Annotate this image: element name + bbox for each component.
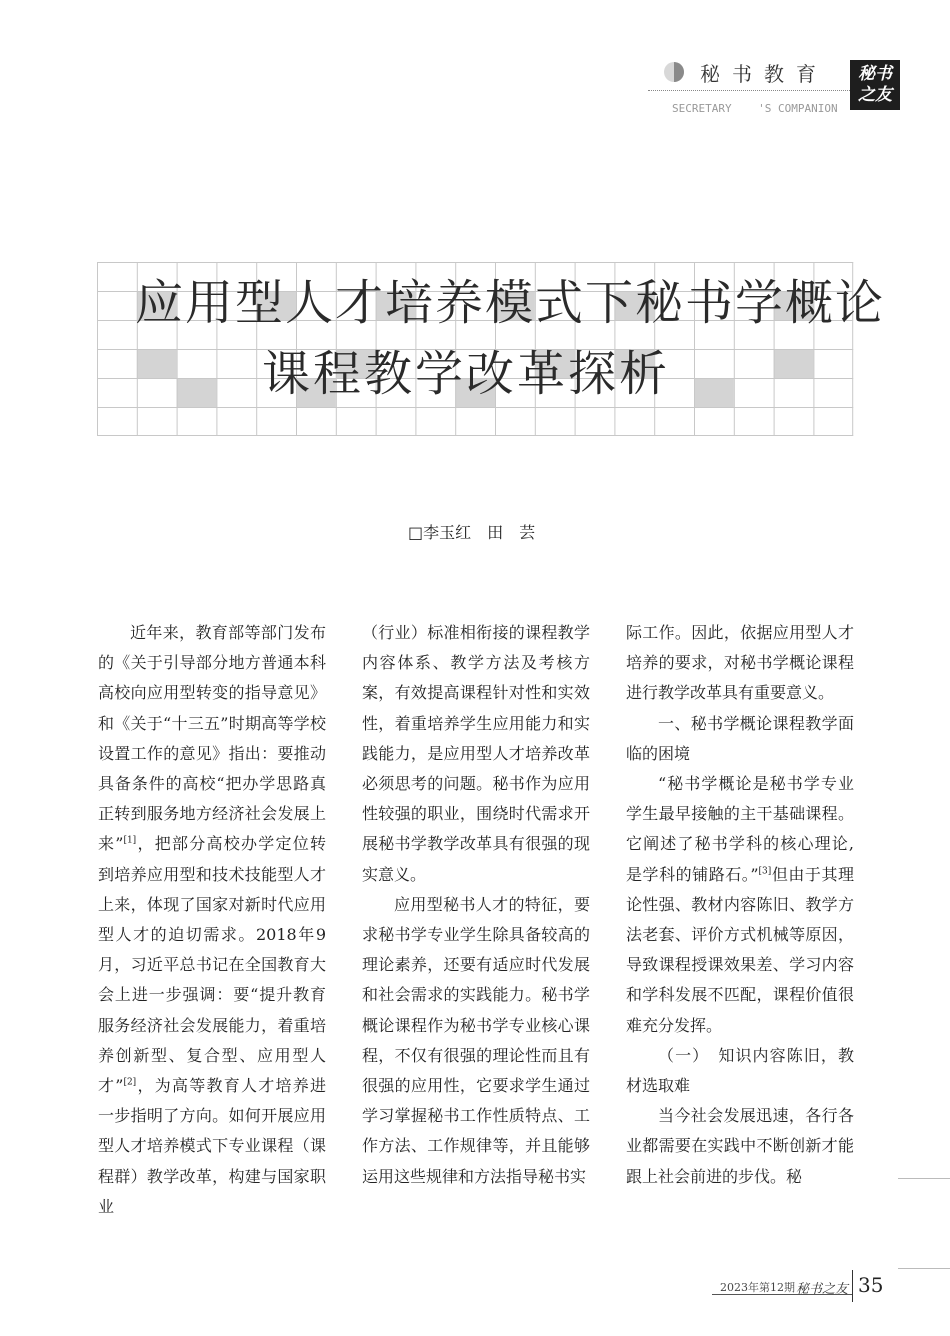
footer-issue: 2023年第12期 xyxy=(720,1281,795,1294)
paragraph xyxy=(98,618,326,1222)
paragraph-text: ，把部分高校办学定位转到培养应用型和技术技能型人才上来，体现了国家对新时代应用型人才的迫切需求。2018年9月，习近平总书记在全国教育大会上进一步强调：要“提升教育服务经济社会发展能力，着重培养创新型、复合型、应用型人才” xyxy=(98,834,326,1096)
grid-cell xyxy=(137,349,177,378)
footer-journal-name: 秘书之友 xyxy=(796,1282,849,1297)
grid-cell xyxy=(694,378,734,407)
section-heading: 一、秘书学概论课程教学面临的困境 xyxy=(626,713,854,763)
paragraph-text: “秘书学概论是秘书学专业学生最早接触的主干基础课程。它阐述了秘书学科的核心理论,是学科的铺路石。” xyxy=(626,774,854,884)
paragraph: 应用型秘书人才的特征，要求秘书学专业学生除具备较高的理论素养，还要有适应时代发展和社会需求的实践能力。秘书学概论课程作为秘书学专业核心课程，不仅有很强的理论性而且有很强的应用性，它要求学生通过学习掌握秘书工作性质特点、工作方法、工作规律等，并且能够运用这些规律和方法指导秘书实 xyxy=(362,894,590,1186)
section-title: 秘书教育 xyxy=(700,62,828,86)
subsection-heading: （一） 知识内容陈旧，教材选取难 xyxy=(626,1045,854,1096)
article-authors: □李玉红 田 芸 xyxy=(408,523,536,542)
text-column-1 xyxy=(98,618,326,1222)
page-number: 35 xyxy=(858,1273,884,1297)
header-divider xyxy=(648,90,850,91)
logo-text-top: 秘书 xyxy=(858,64,892,84)
paragraph: 际工作。因此，依据应用型人才培养的要求，对秘书学概论课程进行教学改革具有重要意义。 xyxy=(626,623,854,703)
text-column-2 xyxy=(362,618,590,1192)
paragraph: 当今社会发展迅速，各行各业都需要在实践中不断创新才能跟上社会前进的步伐。秘 xyxy=(626,1106,854,1186)
grid-cell xyxy=(774,349,814,378)
paragraph-text: 近年来，教育部等部门发布的《关于引导部分地方普通本科高校向应用型转变的指导意见》和《关于“十三五”时期高等学校设置工作的意见》指出：要推动具备条件的高校“把办学思路真正转到服务地方经济社会发展上来” xyxy=(98,623,326,854)
citation-marker: [2] xyxy=(123,1077,137,1088)
margin-line xyxy=(898,1268,950,1269)
text-column-3 xyxy=(626,618,854,1192)
header-circle-icon xyxy=(664,62,684,82)
paragraph xyxy=(626,769,854,1041)
logo-text-bottom: 之友 xyxy=(858,85,892,105)
margin-line xyxy=(898,1178,950,1179)
paragraph-text: ，为高等教育人才培养进一步指明了方向。如何开展应用型人才培养模式下专业课程（课程群）教学改革，构建与国家职业 xyxy=(98,1076,326,1216)
paragraph: （行业）标准相衔接的课程教学内容体系、教学方法及考核方案，有效提高课程针对性和实效性，着重培养学生应用能力和实践能力，是应用型人才培养改革必须思考的问题。秘书作为应用性较强的职业，围绕时代需求开展秘书学教学改革具有很强的现实意义。 xyxy=(362,623,590,884)
article-title-line-1: 应用型人才培养模式下秘书学概论 xyxy=(135,275,886,331)
paragraph-text: 但由于其理论性强、教材内容陈旧、教学方法老套、评价方式机械等原因，导致课程授课效果差、学习内容和学科发展不匹配，课程价值很难充分发挥。 xyxy=(626,864,854,1035)
grid-cell xyxy=(177,378,217,407)
article-title-line-2: 课程教学改革探析 xyxy=(262,346,671,402)
journal-logo xyxy=(850,60,900,110)
footer-divider xyxy=(852,1270,853,1302)
citation-marker: [1] xyxy=(123,836,137,847)
header-subtitle: SECRETARY 'S COMPANION xyxy=(672,102,838,115)
citation-marker: [3] xyxy=(758,866,772,877)
